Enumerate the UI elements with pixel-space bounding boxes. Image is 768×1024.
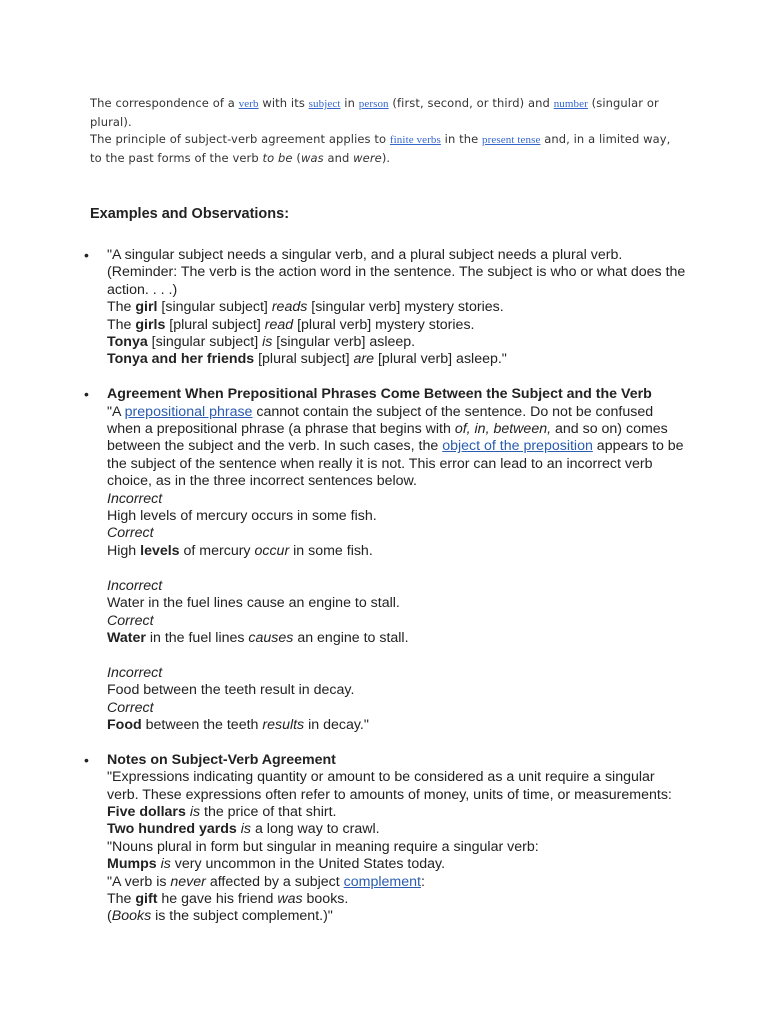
item-title: • Notes on Subject-Verb Agreement [107,751,336,768]
text: and [323,150,354,165]
incorrect-label: Incorrect [107,664,163,681]
example-sentence: Two hundred yards is a long way to crawl. [107,821,380,838]
example-sentence: The gift he gave his friend was books. [107,890,349,907]
complement-link[interactable]: complement [343,873,421,890]
finite-verbs-link[interactable]: finite verbs [389,134,441,146]
subject-link[interactable]: subject [308,98,341,110]
text: The principle of subject-verb agreement applies to [90,132,390,146]
list-item [107,386,687,734]
text: and, in a limited way, to the past forms of the verb [90,132,671,165]
prepositional-phrase-link[interactable]: prepositional phrase [124,403,253,420]
text: in [340,96,359,110]
quote-text: "A prepositional phrase cannot contain the subject of the sentence. Do not be confused when a prepositional phrase (a phrase that begins with of, in, between, and so on) comes between the subject and the verb. In such cases, the object of the preposition appears to be the subject of the sentence when really it is not. This error can lead to an incorrect verb choice, as in the three incorrect sentences below. [107,403,684,490]
incorrect-sentence: Food between the teeth result in decay. [107,682,355,699]
verb-link[interactable]: verb [238,98,259,110]
example-sentence: (Books is the subject complement.)" [107,908,333,925]
incorrect-label: Incorrect [107,577,163,594]
incorrect-sentence: High levels of mercury occurs in some fish. [107,508,377,525]
text: with its [258,96,309,110]
intro-paragraph-2 [90,131,680,167]
text: in the [440,132,483,146]
correct-sentence: Food between the teeth results in decay." [107,716,369,733]
example-sentence: Tonya and her friends [plural subject] are [plural verb] asleep." [107,351,507,368]
text: ). [381,150,391,165]
text: The correspondence of a [90,96,239,110]
example-sentence: The girls [plural subject] read [plural verb] mystery stories. [107,316,475,333]
example-sentence: The girl [singular subject] reads [singular verb] mystery stories. [107,299,504,316]
was-term: was [300,150,324,165]
correct-label: Correct [107,612,154,629]
item-title: • Agreement When Prepositional Phrases Come Between the Subject and the Verb [107,386,652,403]
correct-label: Correct [107,525,154,542]
correct-sentence: Water in the fuel lines causes an engine to stall. [107,629,409,646]
quote-text: "Expressions indicating quantity or amount to be considered as a unit require a singular verb. These expressions often refer to amounts of money, units of time, or measurements: [107,769,672,803]
examples-list [107,247,687,943]
number-link[interactable]: number [553,98,588,110]
to-be-term: to be [262,150,293,165]
text: ( [292,150,301,165]
quote-text: "Nouns plural in form but singular in meaning require a singular verb: [107,838,539,855]
intro-definition [90,95,680,167]
text: (singular or plural). [90,96,659,129]
example-sentence: Five dollars is the price of that shirt. [107,803,337,820]
example-sentence: Tonya [singular subject] is [singular verb] asleep. [107,334,416,351]
example-sentence: Mumps is very uncommon in the United States today. [107,856,446,873]
text: (first, second, or third) and [388,96,554,110]
list-item [107,752,687,926]
incorrect-label: Incorrect [107,490,163,507]
list-item [107,247,687,369]
intro-paragraph-1 [90,95,680,131]
incorrect-sentence: Water in the fuel lines cause an engine to stall. [107,595,400,612]
were-term: were [353,150,382,165]
correct-label: Correct [107,699,154,716]
section-heading: Examples and Observations: [90,206,290,222]
object-of-preposition-link[interactable]: object of the preposition [442,438,593,455]
quote-text: • "A singular subject needs a singular verb, and a plural subject needs a plural verb. (Reminder: The verb is the action word in the sentence. The subject is who or what does the action. . . .) [107,247,686,298]
present-tense-link[interactable]: present tense [482,134,541,146]
quote-text: "A verb is never affected by a subject complement: [107,873,425,890]
correct-sentence: High levels of mercury occur in some fish. [107,542,373,559]
person-link[interactable]: person [358,98,389,110]
